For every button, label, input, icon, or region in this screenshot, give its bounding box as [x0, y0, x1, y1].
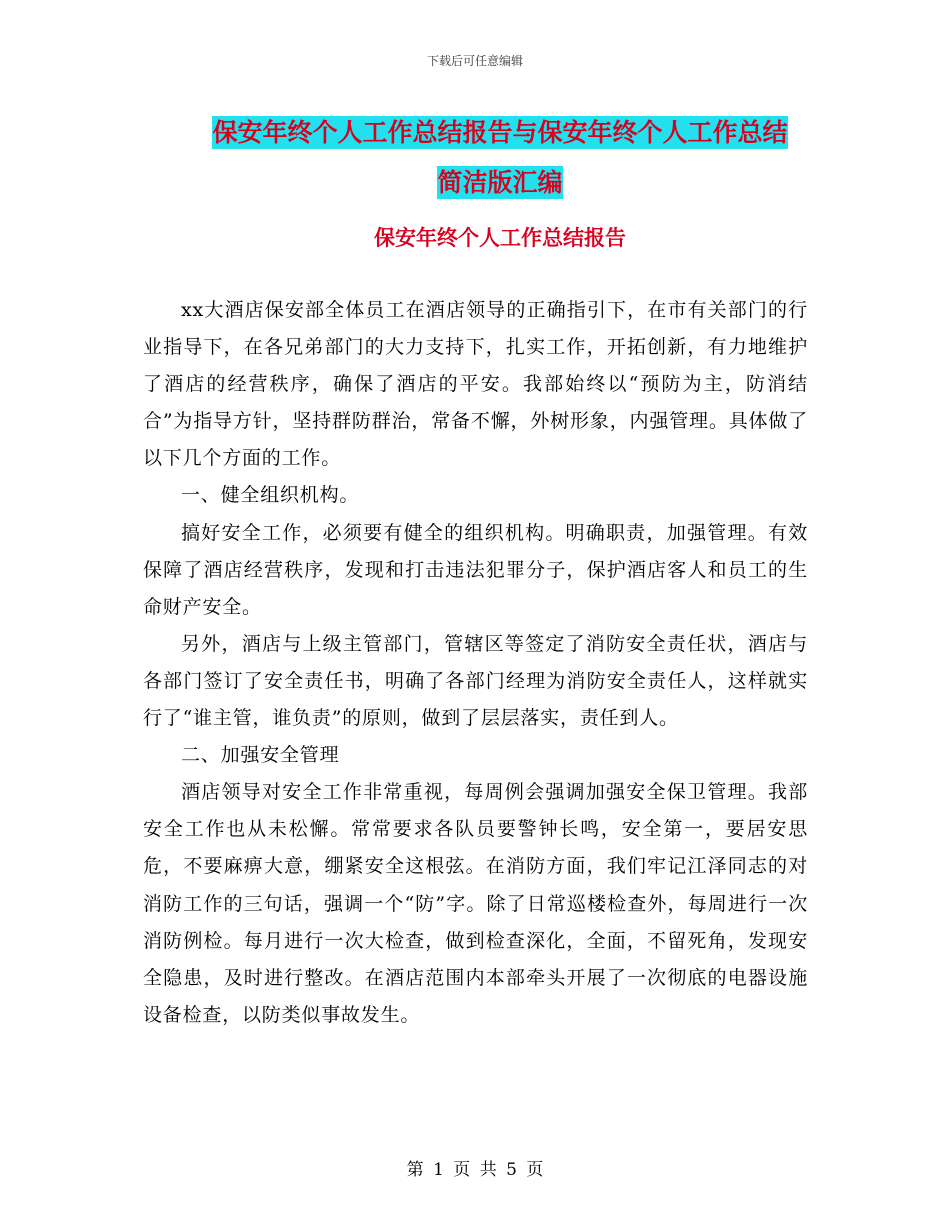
paragraph-section-1: 搞好安全工作，必须要有健全的组织机构。明确职责，加强管理。有效保障了酒店经营秩序，发现和打击违法犯罪分子，保护酒店客人和员工的生命财产安全。 [143, 521, 808, 618]
paragraph-section-2: 酒店领导对安全工作非常重视，每周例会强调加强安全保卫管理。我部安全工作也从未松懈。常常要求各队员要警钟长鸣，安全第一，要居安思危，不要麻痹大意，绷紧安全这根弦。在消防方面，我们牢记江泽同志的对消防工作的三句话，强调一个“防”字。除了日常巡楼检查外，每周进行一次消防例检。每月进行一次大检查，做到检查深化，全面，不留死角，发现安全隐患，及时进行整改。在酒店范围内本部牵头开展了一次彻底的电器设施设备检查，以防类似事故发生。 [143, 781, 808, 1026]
document-title-line-2: 简洁版汇编 [437, 168, 563, 197]
paragraph-intro: xx大酒店保安部全体员工在酒店领导的正确指引下，在市有关部门的行业指导下，在各兄弟部门的大力支持下，扎实工作，开拓创新，有力地维护了酒店的经营秩序，确保了酒店的平安。我部始终以“预防为主，防消结合”为指导方针，坚持群防群治，常备不懈，外树形象，内强管理。具体做了以下几个方面的工作。 [143, 299, 808, 470]
page-number: 第 1 页 共 5 页 [406, 1160, 544, 1180]
header-note: 下载后可任意编辑 [426, 54, 523, 68]
body-text [143, 292, 808, 1034]
section-title: 保安年终个人工作总结报告 [374, 225, 626, 250]
heading-section-1: 一、健全组织机构。 [181, 484, 360, 507]
heading-section-2: 二、加强安全管理 [181, 744, 340, 767]
paragraph-responsibility: 另外，酒店与上级主管部门，管辖区等签定了消防安全责任状，酒店与各部门签订了安全责任书，明确了各部门经理为消防安全责任人，这样就实行了“谁主管，谁负责”的原则，做到了层层落实，责任到人。 [143, 632, 808, 730]
document-title [140, 108, 860, 208]
document-title-line-1: 保安年终个人工作总结报告与保安年终个人工作总结 [212, 118, 788, 147]
